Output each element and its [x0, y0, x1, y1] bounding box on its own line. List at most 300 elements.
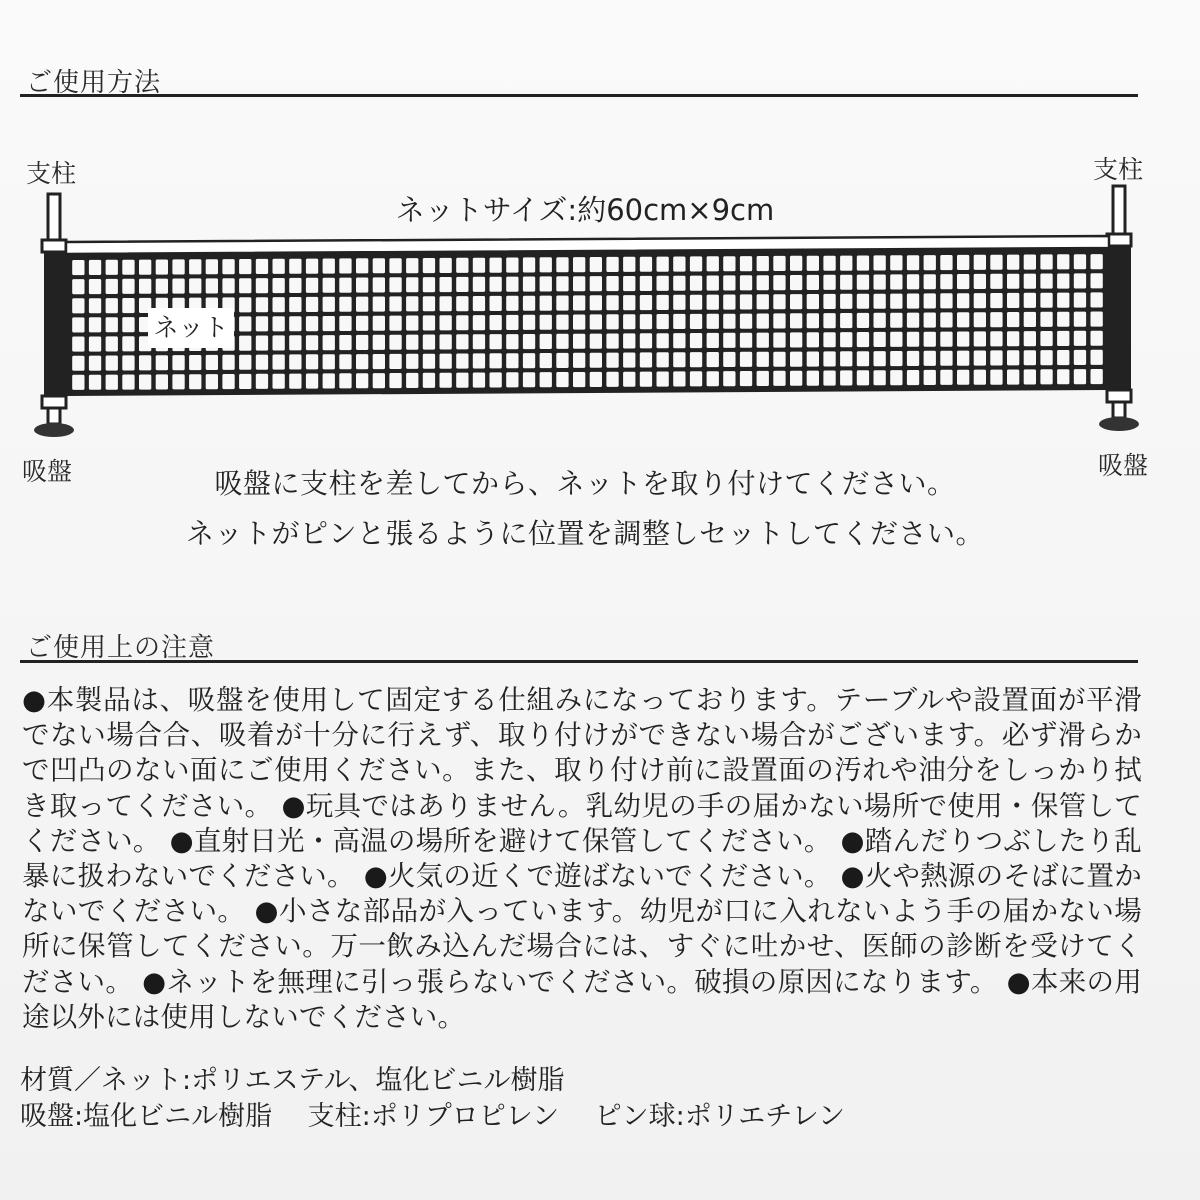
- net-mesh-cell: [590, 372, 602, 387]
- net-mesh-cell: [306, 297, 318, 312]
- net-mesh-cell: [506, 334, 518, 349]
- net-mesh-cell: [823, 332, 835, 347]
- net-mesh-cell: [657, 295, 669, 310]
- net-mesh-cell: [740, 333, 752, 348]
- instruction-line-2: ネットがピンと張るように位置を調整しセットしてください。: [185, 517, 984, 550]
- net-mesh-cell: [940, 255, 952, 270]
- net-mesh-cell: [556, 372, 568, 387]
- net-mesh-cell: [1074, 331, 1086, 346]
- net-mesh-cell: [406, 296, 418, 311]
- left-suction-cup-icon: [34, 423, 74, 437]
- net-mesh-cell: [356, 335, 368, 350]
- net-mesh-cell: [940, 312, 952, 327]
- net-mesh-cell: [222, 278, 234, 293]
- left-post-clip-top: [42, 240, 66, 252]
- net-mesh-cell: [373, 316, 385, 331]
- net-mesh-cell: [389, 258, 401, 273]
- net-mesh-cell: [606, 257, 618, 272]
- net-mesh-cell: [573, 353, 585, 368]
- caution-item: 玩具ではありません。乳幼児の手の届かない場所で使用・保管してください。: [22, 789, 1142, 857]
- net-size-label: ネットサイズ:約60cm×9cm: [395, 193, 775, 227]
- net-mesh-cell: [924, 370, 936, 385]
- left-post-body: [44, 252, 66, 396]
- net-mesh-cell: [1040, 254, 1052, 269]
- net-mesh-cell: [1057, 254, 1069, 269]
- usage-heading: ご使用方法: [26, 68, 162, 98]
- net-mesh-cell: [373, 373, 385, 388]
- net-mesh-cell: [139, 355, 151, 370]
- net-mesh-cell: [640, 276, 652, 291]
- net-mesh-cell: [673, 314, 685, 329]
- net-mesh-cell: [523, 334, 535, 349]
- net-mesh-cell: [623, 314, 635, 329]
- net-mesh-cell: [506, 372, 518, 387]
- net-mesh-cell: [1024, 369, 1036, 384]
- net-mesh-cell: [1091, 312, 1103, 327]
- net-mesh-cell: [406, 335, 418, 350]
- net-mesh-cell: [1057, 312, 1069, 327]
- net-mesh-cell: [106, 336, 118, 351]
- net-mesh-cell: [673, 371, 685, 386]
- net-mesh-cell: [807, 332, 819, 347]
- net-mesh-cell: [89, 375, 101, 390]
- net-mesh-cell: [456, 334, 468, 349]
- net-mesh-cell: [289, 374, 301, 389]
- net-mesh-cell: [389, 316, 401, 331]
- net-mesh-cell: [623, 372, 635, 387]
- net-mesh-cell: [823, 351, 835, 366]
- net-mesh-cell: [256, 355, 268, 370]
- net-mesh-cell: [1007, 370, 1019, 385]
- net-mesh-cell: [339, 258, 351, 273]
- net-mesh-cell: [790, 256, 802, 271]
- net-mesh-cell: [990, 312, 1002, 327]
- net-mesh-cell: [1091, 331, 1103, 346]
- net-mesh-cell: [623, 353, 635, 368]
- net-mesh-cell: [740, 352, 752, 367]
- net-mesh-cell: [356, 373, 368, 388]
- net-mesh-cell: [1024, 350, 1036, 365]
- net-mesh-cell: [306, 278, 318, 293]
- net-mesh-cell: [89, 260, 101, 275]
- net-mesh-cell: [573, 295, 585, 310]
- net-mesh-cell: [807, 352, 819, 367]
- net-mesh-cell: [373, 258, 385, 273]
- net-mesh-cell: [890, 370, 902, 385]
- net-mesh-cell: [890, 255, 902, 270]
- net-mesh-cell: [807, 294, 819, 309]
- net-mesh-cell: [473, 353, 485, 368]
- net-diagram: [0, 0, 1200, 470]
- net-mesh-cell: [773, 352, 785, 367]
- net-mesh-cell: [673, 257, 685, 272]
- net-mesh-cell: [1007, 255, 1019, 270]
- net-mesh-cell: [874, 332, 886, 347]
- net-mesh-cell: [389, 335, 401, 350]
- net-mesh-cell: [1091, 273, 1103, 288]
- net-mesh-cell: [356, 354, 368, 369]
- net-mesh-cell: [206, 355, 218, 370]
- net-mesh-cell: [740, 294, 752, 309]
- net-mesh-cell: [823, 294, 835, 309]
- left-post-top: [48, 194, 60, 244]
- net-mesh-cell: [406, 316, 418, 331]
- net-mesh-cell: [690, 333, 702, 348]
- net-mesh-cell: [473, 277, 485, 292]
- net-mesh-cell: [590, 314, 602, 329]
- right-post-top: [1113, 186, 1125, 238]
- net-mesh-cell: [106, 317, 118, 332]
- net-mesh-cell: [773, 275, 785, 290]
- net-mesh-cell: [707, 314, 719, 329]
- net-mesh-cell: [72, 356, 84, 371]
- net-mesh-cell: [1074, 312, 1086, 327]
- right-post-clip-bottom: [1107, 390, 1131, 402]
- net-mesh-cell: [857, 370, 869, 385]
- net-mesh-cell: [623, 333, 635, 348]
- net-mesh-cell: [957, 255, 969, 270]
- net-mesh-cell: [1074, 350, 1086, 365]
- net-mesh-cell: [306, 374, 318, 389]
- net-mesh-cell: [373, 354, 385, 369]
- net-mesh-cell: [423, 258, 435, 273]
- net-mesh-cell: [573, 334, 585, 349]
- net-mesh-cell: [540, 276, 552, 291]
- net-mesh-cell: [990, 370, 1002, 385]
- net-mesh-cell: [89, 279, 101, 294]
- net-mesh-cell: [172, 355, 184, 370]
- caution-text-block: [22, 683, 1142, 1035]
- net-mesh-cell: [323, 316, 335, 331]
- caution-bullet: ●: [254, 895, 279, 928]
- caution-bullet: ●: [142, 965, 167, 998]
- net-mesh-cell: [924, 255, 936, 270]
- net-mesh-cell: [857, 275, 869, 290]
- net-mesh-cell: [89, 356, 101, 371]
- net-mesh-cell: [673, 295, 685, 310]
- net-mesh-cell: [573, 276, 585, 291]
- net-mesh-cell: [289, 278, 301, 293]
- net-mesh-cell: [239, 355, 251, 370]
- net-mesh-cell: [356, 258, 368, 273]
- net-mesh-cell: [773, 371, 785, 386]
- net-mesh-cell: [1007, 293, 1019, 308]
- net-mesh-cell: [189, 259, 201, 274]
- caution-item: 踏んだりつぶしたり乱暴に扱わないでください。: [22, 824, 1142, 893]
- net-mesh-cell: [740, 371, 752, 386]
- net-mesh-cell: [907, 370, 919, 385]
- net-mesh-cell: [623, 295, 635, 310]
- caution-item: 本製品は、吸盤を使用して固定する仕組みになっております。テーブルや設置面が平滑でない場合合、吸着が十分に行えず、取り付けができない場合がございます。必ず滑らかで凹凸のない面にご使用ください。また、取り付け前に設置面の汚れや油分をしっかり拭き取ってください。: [22, 684, 1142, 822]
- net-mesh-cell: [757, 333, 769, 348]
- net-mesh-cell: [1091, 254, 1103, 269]
- net-mesh-cell: [440, 334, 452, 349]
- caution-bullet: ●: [840, 860, 865, 893]
- net-mesh-cell: [840, 351, 852, 366]
- net-mesh-cell: [657, 372, 669, 387]
- net-mesh-cell: [840, 275, 852, 290]
- net-mesh-cell: [1040, 331, 1052, 346]
- net-mesh-cell: [606, 334, 618, 349]
- net-mesh-cell: [757, 275, 769, 290]
- net-mesh-cell: [306, 316, 318, 331]
- net-mesh-cell: [1040, 312, 1052, 327]
- net-mesh-cell: [440, 258, 452, 273]
- net-mesh-cell: [606, 372, 618, 387]
- net-mesh-cell: [389, 373, 401, 388]
- net-mesh-cell: [456, 315, 468, 330]
- net-mesh-cell: [974, 351, 986, 366]
- net-mesh-cell: [106, 356, 118, 371]
- net-mesh-cell: [1024, 293, 1036, 308]
- net-mesh-cell: [874, 370, 886, 385]
- net-mesh-cell: [874, 351, 886, 366]
- net-mesh-cell: [490, 315, 502, 330]
- net-mesh-cell: [924, 293, 936, 308]
- net-mesh-cell: [289, 354, 301, 369]
- net-mesh-cell: [389, 277, 401, 292]
- net-mesh-cell: [807, 313, 819, 328]
- net-mesh-cell: [339, 335, 351, 350]
- net-mesh-cell: [707, 256, 719, 271]
- net-mesh-cell: [990, 331, 1002, 346]
- net-mesh-cell: [506, 296, 518, 311]
- net-mesh-cell: [72, 298, 84, 313]
- net-mesh-cell: [356, 278, 368, 293]
- net-mesh-cell: [907, 351, 919, 366]
- net-mesh-cell: [974, 255, 986, 270]
- net-mesh-cell: [339, 297, 351, 312]
- caution-item: 火気の近くで遊ばないでください。: [387, 860, 832, 893]
- net-mesh-cell: [1091, 292, 1103, 307]
- net-mesh-cell: [757, 256, 769, 271]
- net-mesh-cell: [139, 260, 151, 275]
- net-mesh-cell: [490, 353, 502, 368]
- net-mesh-cell: [890, 274, 902, 289]
- net-mesh-cell: [406, 258, 418, 273]
- net-mesh-cell: [1007, 331, 1019, 346]
- net-mesh-cell: [506, 353, 518, 368]
- left-post-clip-bottom: [42, 396, 66, 408]
- net-mesh-cell: [657, 352, 669, 367]
- caution-item: 火や熱源のそばに置かないでください。: [22, 860, 1142, 928]
- materials-line-2: 吸盤:塩化ビニル樹脂 支柱:ポリプロピレン ピン球:ポリエチレン: [20, 1101, 846, 1132]
- net-mesh-cell: [590, 295, 602, 310]
- net-mesh-cell: [373, 297, 385, 312]
- net-mesh-cell: [690, 314, 702, 329]
- net-mesh-cell: [106, 298, 118, 313]
- net-mesh-cell: [890, 351, 902, 366]
- net-mesh-cell: [957, 351, 969, 366]
- net-mesh-cell: [723, 352, 735, 367]
- net-mesh-cell: [523, 257, 535, 272]
- net-mesh-cell: [206, 259, 218, 274]
- net-mesh-cell: [1057, 274, 1069, 289]
- net-mesh-cell: [807, 371, 819, 386]
- net-mesh-cell: [907, 255, 919, 270]
- net-mesh-cell: [590, 276, 602, 291]
- net-mesh-cell: [206, 374, 218, 389]
- net-mesh-cell: [907, 274, 919, 289]
- net-mesh-cell: [440, 296, 452, 311]
- net-mesh-cell: [256, 336, 268, 351]
- net-mesh-cell: [857, 256, 869, 271]
- net-mesh-cell: [773, 333, 785, 348]
- caution-item: 本来の用途以外には使用しないでください。: [22, 965, 1142, 1033]
- net-mesh-cell: [840, 294, 852, 309]
- net-mesh-cell: [289, 335, 301, 350]
- net-mesh-cell: [273, 355, 285, 370]
- net-mesh-cell: [673, 352, 685, 367]
- net-mesh-cell: [1040, 274, 1052, 289]
- net-mesh-cell: [323, 354, 335, 369]
- net-mesh-cell: [1040, 350, 1052, 365]
- net-mesh-cell: [1040, 293, 1052, 308]
- net-mesh-cell: [306, 354, 318, 369]
- post-right-label: 支柱: [1093, 155, 1144, 184]
- net-mesh-cell: [1007, 274, 1019, 289]
- net-mesh-cell: [924, 313, 936, 328]
- net-mesh-cell: [657, 257, 669, 272]
- net-mesh-cell: [690, 295, 702, 310]
- net-mesh-cell: [540, 372, 552, 387]
- net-mesh-cell: [757, 294, 769, 309]
- net-mesh-cell: [940, 332, 952, 347]
- net-mesh-cell: [1091, 369, 1103, 384]
- net-mesh-cell: [790, 294, 802, 309]
- net-mesh-cell: [156, 355, 168, 370]
- net-mesh-cell: [723, 333, 735, 348]
- net-mesh-cell: [473, 315, 485, 330]
- net-mesh-cell: [890, 332, 902, 347]
- caution-heading-rule: [20, 660, 1138, 663]
- post-left-label: 支柱: [26, 159, 77, 188]
- net-mesh-cell: [456, 354, 468, 369]
- net-mesh-cell: [523, 296, 535, 311]
- net-mesh-cell: [874, 255, 886, 270]
- net-mesh-cell: [256, 316, 268, 331]
- instruction-line-1: 吸盤に支柱を差してから、ネットを取り付けてください。: [214, 467, 956, 500]
- net-mesh-cell: [790, 313, 802, 328]
- net-mesh-cell: [523, 277, 535, 292]
- net-mesh-cell: [506, 315, 518, 330]
- net-mesh-cell: [957, 293, 969, 308]
- net-mesh-cell: [473, 258, 485, 273]
- net-mesh-cell: [1007, 350, 1019, 365]
- net-mesh-cell: [423, 373, 435, 388]
- net-mesh-cell: [222, 355, 234, 370]
- net-mesh-cell: [490, 334, 502, 349]
- net-mesh-cell: [122, 355, 134, 370]
- net-mesh-cell: [423, 335, 435, 350]
- net-mesh-cell: [723, 371, 735, 386]
- net-mesh-cell: [339, 316, 351, 331]
- caution-bullet: ●: [363, 860, 388, 893]
- net-mesh-cell: [256, 374, 268, 389]
- net-mesh-cell: [256, 259, 268, 274]
- net-mesh-cell: [122, 336, 134, 351]
- net-mesh-cell: [423, 315, 435, 330]
- net-mesh-cell: [740, 275, 752, 290]
- net-mesh-cell: [606, 314, 618, 329]
- net-mesh-cell: [857, 351, 869, 366]
- net-mesh-cell: [122, 298, 134, 313]
- net-mesh-cell: [840, 370, 852, 385]
- net-mesh-cell: [306, 335, 318, 350]
- net-mesh-cell: [339, 354, 351, 369]
- net-mesh-cell: [657, 333, 669, 348]
- net-mesh-cell: [440, 315, 452, 330]
- net-mesh-cell: [590, 334, 602, 349]
- net-mesh-cell: [540, 315, 552, 330]
- net-mesh-cell: [740, 314, 752, 329]
- net-mesh-cell: [823, 275, 835, 290]
- net-mesh-cell: [239, 297, 251, 312]
- net-mesh-cell: [1057, 369, 1069, 384]
- net-mesh-cell: [990, 350, 1002, 365]
- right-post-body: [1109, 246, 1131, 390]
- net-mesh-cell: [373, 277, 385, 292]
- net-mesh-cell: [506, 277, 518, 292]
- net-mesh-cell: [89, 298, 101, 313]
- net-mesh-cell: [690, 276, 702, 291]
- net-mesh-cell: [823, 256, 835, 271]
- net-mesh-cell: [907, 313, 919, 328]
- net-mesh-cell: [673, 276, 685, 291]
- net-mesh-cell: [239, 278, 251, 293]
- net-mesh-cell: [690, 352, 702, 367]
- net-mesh-cell: [339, 278, 351, 293]
- net-mesh-cell: [506, 258, 518, 273]
- net-mesh-cell: [657, 276, 669, 291]
- net-mesh-cell: [723, 314, 735, 329]
- net-mesh-cell: [189, 278, 201, 293]
- net-mesh-cell: [239, 374, 251, 389]
- net-mesh-cell: [573, 372, 585, 387]
- net-mesh-cell: [406, 373, 418, 388]
- net-mesh-cell: [907, 294, 919, 309]
- caution-item: ネットを無理に引っ張らないでください。破損の原因になります。: [166, 965, 998, 998]
- net-mesh-cell: [573, 257, 585, 272]
- net-mesh-cell: [156, 260, 168, 275]
- net-mesh-cell: [874, 313, 886, 328]
- net-mesh-cell: [490, 258, 502, 273]
- net-mesh-cell: [456, 296, 468, 311]
- net-mesh-cell: [306, 259, 318, 274]
- net-mesh-cell: [840, 256, 852, 271]
- net-mesh-cell: [172, 279, 184, 294]
- right-post-clip-top: [1107, 234, 1131, 246]
- net-mesh-cell: [1074, 273, 1086, 288]
- net-mesh-cell: [323, 278, 335, 293]
- net-mesh-cell: [790, 332, 802, 347]
- net-mesh-cell: [273, 316, 285, 331]
- net-mesh-cell: [106, 279, 118, 294]
- net-mesh-cell: [707, 333, 719, 348]
- net-mesh-cell: [122, 260, 134, 275]
- net-mesh-cell: [156, 374, 168, 389]
- net-mesh-cell: [1040, 369, 1052, 384]
- net-label: ネット: [148, 308, 234, 348]
- net-mesh-cell: [256, 278, 268, 293]
- net-mesh-cell: [990, 255, 1002, 270]
- net-mesh-cell: [106, 260, 118, 275]
- caution-bullet: ●: [22, 684, 47, 716]
- net-mesh-cell: [556, 353, 568, 368]
- net-mesh-cell: [289, 259, 301, 274]
- net-mesh-cell: [1074, 293, 1086, 308]
- net-mesh-cell: [957, 370, 969, 385]
